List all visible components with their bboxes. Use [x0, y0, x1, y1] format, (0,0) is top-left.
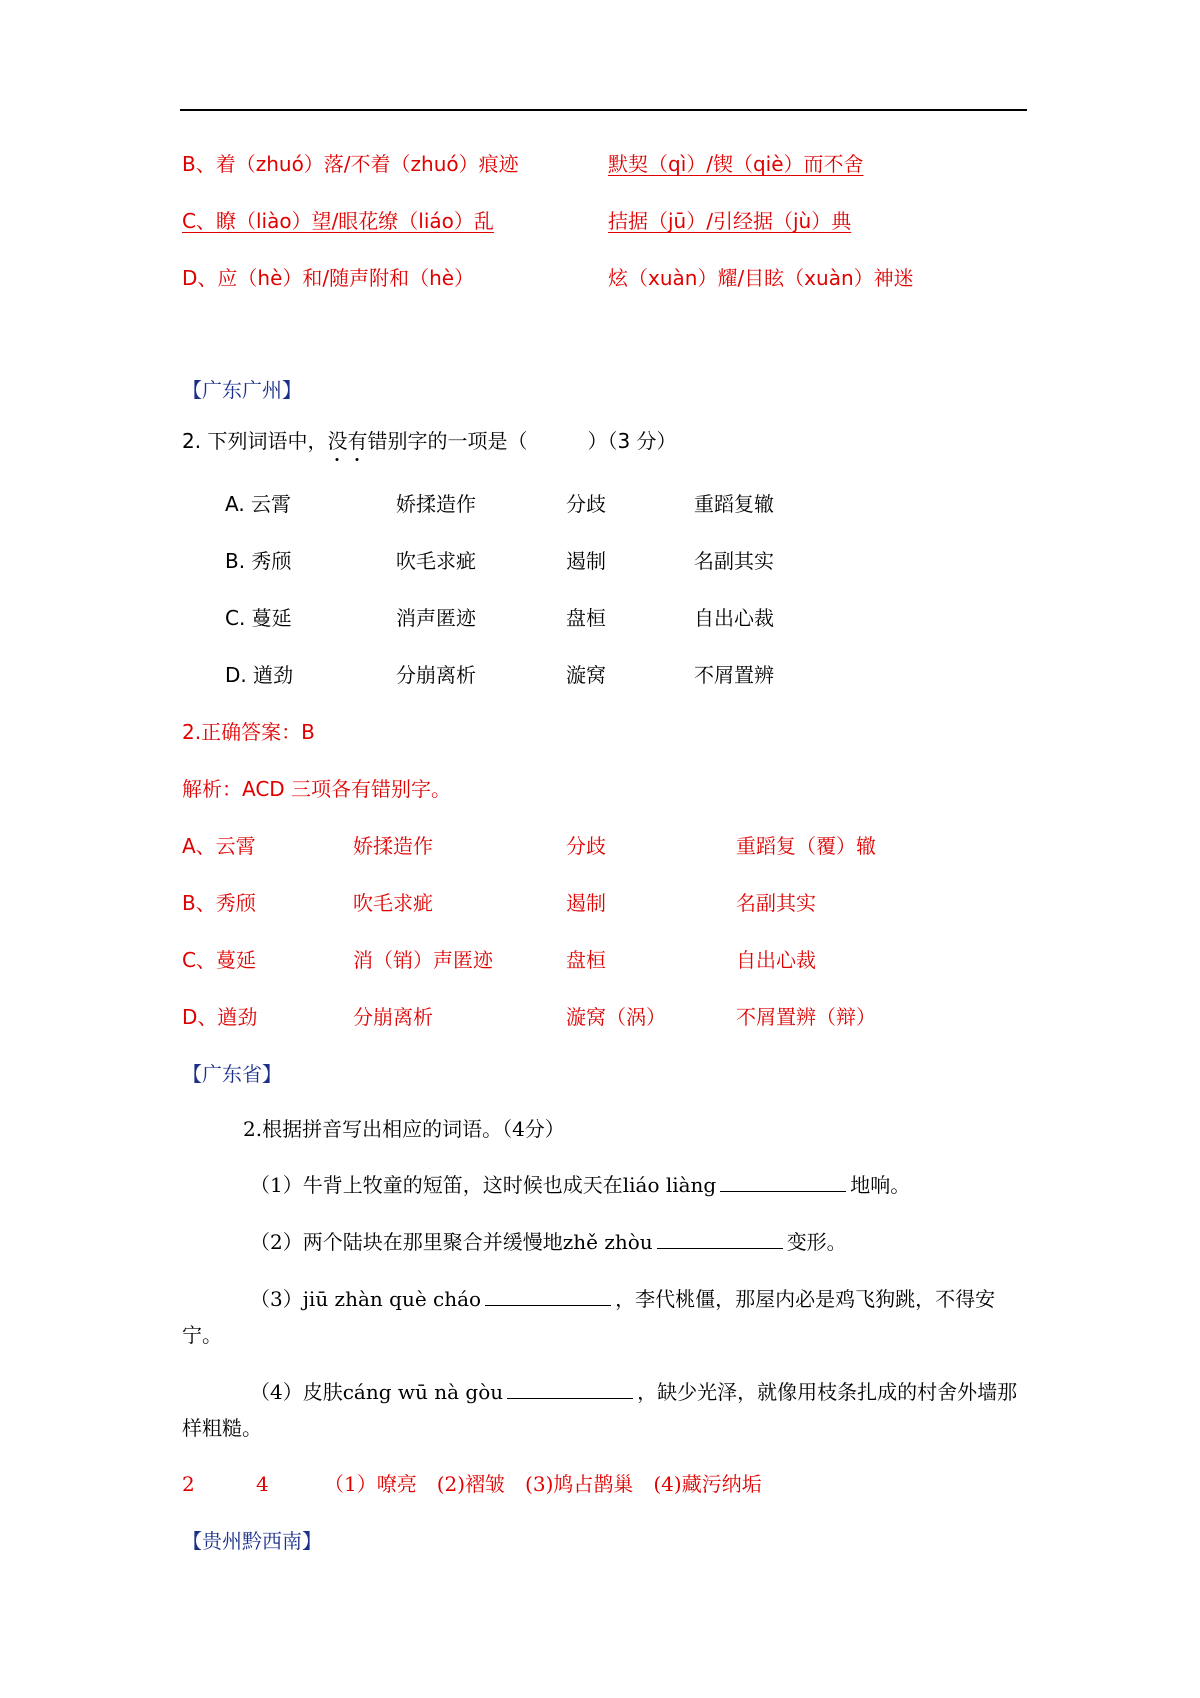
q2-answer-row-b-label: B、秀颀	[182, 891, 256, 915]
q3-item-2-blank[interactable]	[657, 1228, 783, 1249]
q2-answer-row-a-word3: 分歧	[566, 834, 606, 858]
q2-answer-row-d-word4: 不屑置辨（辩）	[736, 1005, 876, 1029]
q2-answer-row-b-word3: 遏制	[566, 891, 606, 915]
q3-item-4-continuation: 样粗糙。	[182, 1416, 262, 1440]
q2-answer-row-a-word2: 娇揉造作	[353, 834, 433, 858]
q1-option-c-left: C、瞭（liào）望/眼花缭（liáo）乱	[182, 209, 494, 233]
q2-answer-row-d-label: D、遒劲	[182, 1005, 258, 1029]
q2-answer-row-c-word3: 盘桓	[566, 948, 606, 972]
q2-analysis: 解析：ACD 三项各有错别字。	[182, 777, 452, 801]
q1-option-b-right: 默契（qì）/锲（qiè）而不舍	[608, 152, 864, 176]
q2-answer-row-c-word2: 消（销）声匿迹	[353, 948, 493, 972]
q1-option-b-left: B、着（zhuó）落/不着（zhuó）痕迹	[182, 152, 519, 176]
q3-item-1-end: 地响。	[850, 1173, 911, 1197]
q2-option-c-word3: 盘桓	[566, 606, 606, 630]
region-heading-guizhou: 【贵州黔西南】	[182, 1529, 322, 1553]
q2-answer-row-a-label: A、云霄	[182, 834, 256, 858]
q2-option-a-word3: 分歧	[566, 492, 606, 516]
q1-option-d-left: D、应（hè）和/随声附和（hè）	[182, 266, 475, 290]
region-heading-guangzhou: 【广东广州】	[182, 378, 302, 402]
q3-item-1-text: （1）牛背上牧童的短笛，这时候也成天在liáo liàng	[250, 1173, 717, 1197]
q2-option-b-word4: 名副其实	[694, 549, 774, 573]
q2-option-d-word2: 分崩离析	[396, 663, 476, 687]
q3-item-1-blank[interactable]	[720, 1171, 846, 1192]
q2-answer-row-d-word2: 分崩离析	[353, 1005, 433, 1029]
q2-option-a-word4: 重蹈复辙	[694, 492, 774, 516]
q1-option-d-right: 炫（xuàn）耀/目眩（xuàn）神迷	[608, 266, 914, 290]
q2-answer-row-d-word3: 漩窝（涡）	[566, 1005, 666, 1029]
q3-item-4-rest: ，缺少光泽，就像用枝条扎成的村舍外墙那	[637, 1380, 1018, 1404]
q2-prefix: 2. 下列词语中，	[182, 429, 328, 453]
q2-answer: 2.正确答案：B	[182, 720, 315, 744]
q2-option-b-label: B. 秀颀	[225, 549, 292, 573]
q3-answer-text: （1）嘹亮 (2)褶皱 (3)鸠占鹊巢 (4)藏污纳垢	[324, 1472, 762, 1496]
q2-answer-row-c-word4: 自出心裁	[736, 948, 816, 972]
q3-item-2	[250, 1228, 847, 1256]
q3-item-4	[250, 1378, 1017, 1406]
q3-answer-number: 2	[182, 1472, 195, 1496]
q2-option-b-word3: 遏制	[566, 549, 606, 573]
q3-answer-score: 4	[256, 1472, 269, 1496]
q3-item-3	[250, 1285, 995, 1313]
q2-emphasis-char-1: 没	[327, 429, 348, 453]
q1-option-c-right: 拮据（jū）/引经据（jù）典	[608, 209, 852, 233]
q2-suffix: 错别字的一项是（ ）（3 分）	[367, 429, 677, 453]
q3-item-2-end: 变形。	[786, 1230, 847, 1254]
q3-item-4-text: （4）皮肤cáng wū nà gòu	[250, 1380, 504, 1404]
q2-answer-row-a-word4: 重蹈复（覆）辙	[736, 834, 876, 858]
q2-option-c-word2: 消声匿迹	[396, 606, 476, 630]
q2-option-d-label: D. 遒劲	[225, 663, 294, 687]
region-heading-guangdong: 【广东省】	[182, 1062, 282, 1086]
q2-question	[182, 427, 677, 455]
q3-item-1	[250, 1171, 910, 1199]
q2-option-a-label: A. 云霄	[225, 492, 292, 516]
header-rule	[180, 109, 1027, 111]
q3-item-3-text: （3）jiū zhàn què cháo	[250, 1287, 482, 1311]
q2-option-c-label: C. 蔓延	[225, 606, 292, 630]
q2-answer-row-c-label: C、蔓延	[182, 948, 256, 972]
q2-answer-row-b-word2: 吹毛求疵	[353, 891, 433, 915]
q3-item-3-rest: ，李代桃僵，那屋内必是鸡飞狗跳，不得安	[615, 1287, 996, 1311]
q2-option-d-word3: 漩窝	[566, 663, 606, 687]
q2-option-b-word2: 吹毛求疵	[396, 549, 476, 573]
q2-answer-row-b-word4: 名副其实	[736, 891, 816, 915]
q2-option-d-word4: 不屑置辨	[694, 663, 774, 687]
q3-item-2-text: （2）两个陆块在那里聚合并缓慢地zhě zhòu	[250, 1230, 653, 1254]
q2-emphasis-char-2: 有	[347, 429, 368, 453]
q3-title: 2.根据拼音写出相应的词语。（4分）	[243, 1117, 565, 1141]
q3-item-4-blank[interactable]	[507, 1378, 633, 1399]
q2-option-a-word2: 娇揉造作	[396, 492, 476, 516]
q3-item-3-blank[interactable]	[485, 1285, 611, 1306]
q2-option-c-word4: 自出心裁	[694, 606, 774, 630]
q3-item-3-continuation: 宁。	[182, 1323, 222, 1347]
